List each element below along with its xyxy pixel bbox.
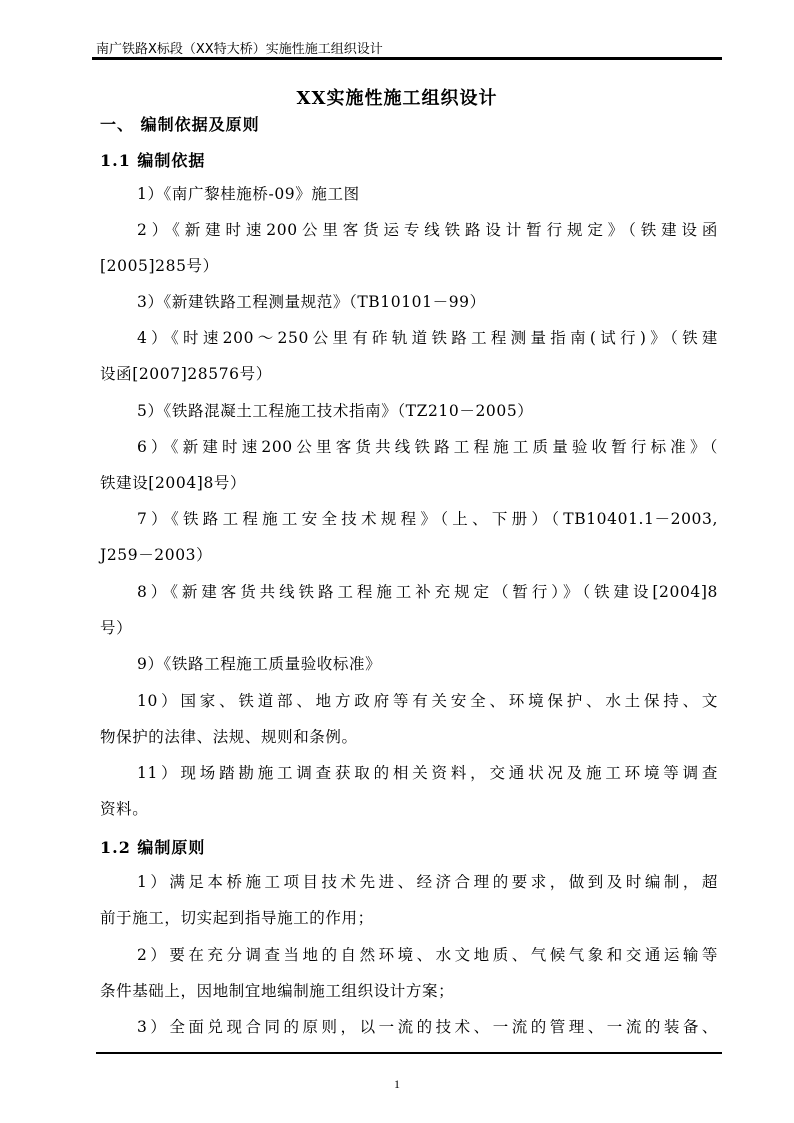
section-heading-1-1: 1.1 编制依据 <box>100 151 206 170</box>
basis-item-continuation: 设函[2007]28576号） <box>100 365 272 383</box>
basis-item-1 <box>100 176 718 212</box>
header-rule <box>92 57 722 60</box>
basis-item-continuation: 物保护的法律、法规、规则和条例。 <box>100 728 358 746</box>
principle-item-text: 1）满足本桥施工项目技术先进、经济合理的要求，做到及时编制，超 <box>137 873 718 891</box>
basis-item-text: 9）《铁路工程施工质量验收标准》 <box>137 655 382 673</box>
running-header: 南广铁路X标段（XX特大桥）实施性施工组织设计 <box>96 42 383 57</box>
basis-item-text: 3）《新建铁路工程测量规范》（TB10101－99） <box>137 293 486 311</box>
principle-item-1 <box>100 864 718 936</box>
basis-item-6 <box>100 429 718 501</box>
basis-item-4 <box>100 320 718 392</box>
basis-item-9 <box>100 646 718 682</box>
basis-item-text: 6）《新建时速200公里客货共线铁路工程施工质量验收暂行标准》（ <box>137 438 718 456</box>
basis-item-text: 8）《新建客货共线铁路工程施工补充规定（暂行）》（铁建设[2004]8 <box>137 583 718 601</box>
principle-item-continuation: 前于施工，切实起到指导施工的作用； <box>100 909 374 927</box>
footer-rule <box>96 1052 722 1054</box>
basis-item-7 <box>100 501 718 573</box>
basis-item-text: 11）现场踏勘施工调查获取的相关资料，交通状况及施工环境等调查 <box>137 764 718 782</box>
basis-item-8 <box>100 574 718 646</box>
basis-item-continuation: 号） <box>100 619 133 637</box>
principle-item-2 <box>100 937 718 1009</box>
basis-item-10 <box>100 683 718 755</box>
section-heading-1: 一、 编制依据及原则 <box>100 115 260 134</box>
section-heading-1-2: 1.2 编制原则 <box>100 838 206 857</box>
principle-item-continuation: 条件基础上，因地制宜地编制施工组织设计方案； <box>100 982 455 1000</box>
principle-item-text: 3）全面兑现合同的原则，以一流的技术、一流的管理、一流的装备、 <box>137 1018 718 1036</box>
basis-item-text: 2）《新建时速200公里客货运专线铁路设计暂行规定》（铁建设函 <box>137 221 718 239</box>
basis-item-continuation: 铁建设[2004]8号） <box>100 474 247 492</box>
basis-item-continuation: 资料。 <box>100 800 149 818</box>
basis-item-text: 5）《铁路混凝土工程施工技术指南》（TZ210－2005） <box>137 402 534 420</box>
principle-item-text: 2）要在充分调查当地的自然环境、水文地质、气候气象和交通运输等 <box>137 946 718 964</box>
basis-item-continuation: [2005]285号） <box>100 257 219 275</box>
basis-item-3 <box>100 284 718 320</box>
basis-item-text: 4）《时速200～250公里有砟轨道铁路工程测量指南(试行)》（铁建 <box>137 329 718 347</box>
basis-item-2 <box>100 212 718 284</box>
basis-item-5 <box>100 393 718 429</box>
principle-item-3 <box>100 1009 718 1045</box>
basis-item-text: 7）《铁路工程施工安全技术规程》（上、下册）（TB10401.1－2003, <box>137 510 718 528</box>
basis-item-continuation: J259－2003） <box>100 546 213 564</box>
basis-item-text: 10）国家、铁道部、地方政府等有关安全、环境保护、水土保持、文 <box>137 692 718 710</box>
document-title: XX实施性施工组织设计 <box>296 88 498 109</box>
page-number: 1 <box>394 1077 400 1091</box>
basis-item-11 <box>100 755 718 827</box>
basis-item-text: 1）《南广黎桂施桥-09》施工图 <box>137 185 360 203</box>
